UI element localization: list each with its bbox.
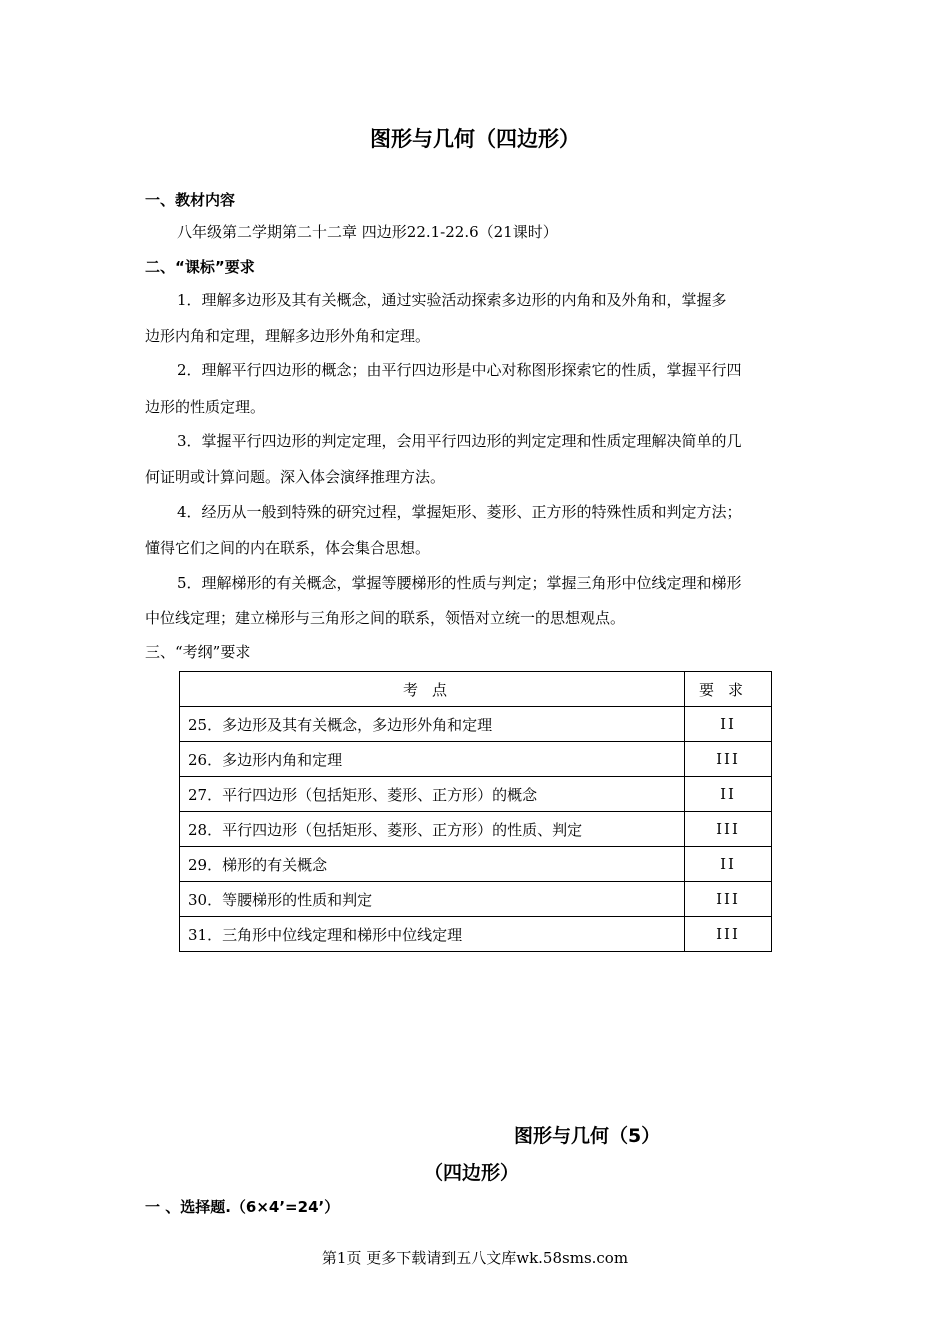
part2-subtitle: （四边形） (424, 1162, 520, 1184)
row-point: 28．平行四边形（包括矩形、菱形、正方形）的性质、判定 (180, 812, 685, 847)
section2-line: 3．掌握平行四边形的判定定理，会用平行四边形的判定定理和性质定理解决简单的几 (177, 432, 742, 450)
row-point: 25．多边形及其有关概念，多边形外角和定理 (180, 707, 685, 742)
table-row (180, 742, 772, 777)
row-level: III (685, 812, 772, 847)
row-point: 26．多边形内角和定理 (180, 742, 685, 777)
section2-line: 2．理解平行四边形的概念；由平行四边形是中心对称图形探索它的性质，掌握平行四 (177, 361, 742, 379)
row-point: 31．三角形中位线定理和梯形中位线定理 (180, 917, 685, 952)
table-row (180, 777, 772, 812)
table-row (180, 812, 772, 847)
table-row (180, 847, 772, 882)
section2-line: 4．经历从一般到特殊的研究过程，掌握矩形、菱形、正方形的特殊性质和判定方法； (177, 503, 742, 521)
row-level: III (685, 882, 772, 917)
part2-title: 图形与几何（5） (514, 1125, 661, 1147)
table-row (180, 917, 772, 952)
header-point: 考点 (180, 672, 685, 707)
table-row (180, 707, 772, 742)
section3-heading: 三、“考纲”要求 (145, 643, 251, 661)
section1-text: 八年级第二学期第二十二章 四边形22.1-22.6（21课时） (177, 223, 558, 241)
row-level: II (685, 707, 772, 742)
row-point: 27．平行四边形（包括矩形、菱形、正方形）的概念 (180, 777, 685, 812)
section2-heading: 二、“课标”要求 (145, 258, 255, 276)
row-point: 29．梯形的有关概念 (180, 847, 685, 882)
requirements-table (179, 671, 772, 952)
section2-line: 5．理解梯形的有关概念，掌握等腰梯形的性质与判定；掌握三角形中位线定理和梯形 (177, 574, 742, 592)
section2-line: 边形的性质定理。 (145, 398, 266, 416)
row-level: III (685, 917, 772, 952)
table-row (180, 882, 772, 917)
row-level: II (685, 847, 772, 882)
table-header-row (180, 672, 772, 707)
row-level: II (685, 777, 772, 812)
section2-line: 懂得它们之间的内在联系，体会集合思想。 (145, 539, 431, 557)
section2-line: 边形内角和定理，理解多边形外角和定理。 (145, 327, 431, 345)
doc-title: 图形与几何（四边形） (370, 127, 580, 151)
header-level: 要求 (685, 672, 772, 707)
row-point: 30．等腰梯形的性质和判定 (180, 882, 685, 917)
question-heading: 一 、选择题.（6×4’=24’） (145, 1198, 340, 1216)
section1-heading: 一、教材内容 (145, 191, 236, 209)
section2-line: 中位线定理；建立梯形与三角形之间的联系，领悟对立统一的思想观点。 (145, 609, 626, 627)
page-footer: 第1页 更多下载请到五八文库wk.58sms.com (321, 1249, 629, 1267)
section2-line: 何证明或计算问题。深入体会演绎推理方法。 (145, 468, 446, 486)
section2-line: 1．理解多边形及其有关概念，通过实验活动探索多边形的内角和及外角和，掌握多 (177, 291, 727, 309)
row-level: III (685, 742, 772, 777)
